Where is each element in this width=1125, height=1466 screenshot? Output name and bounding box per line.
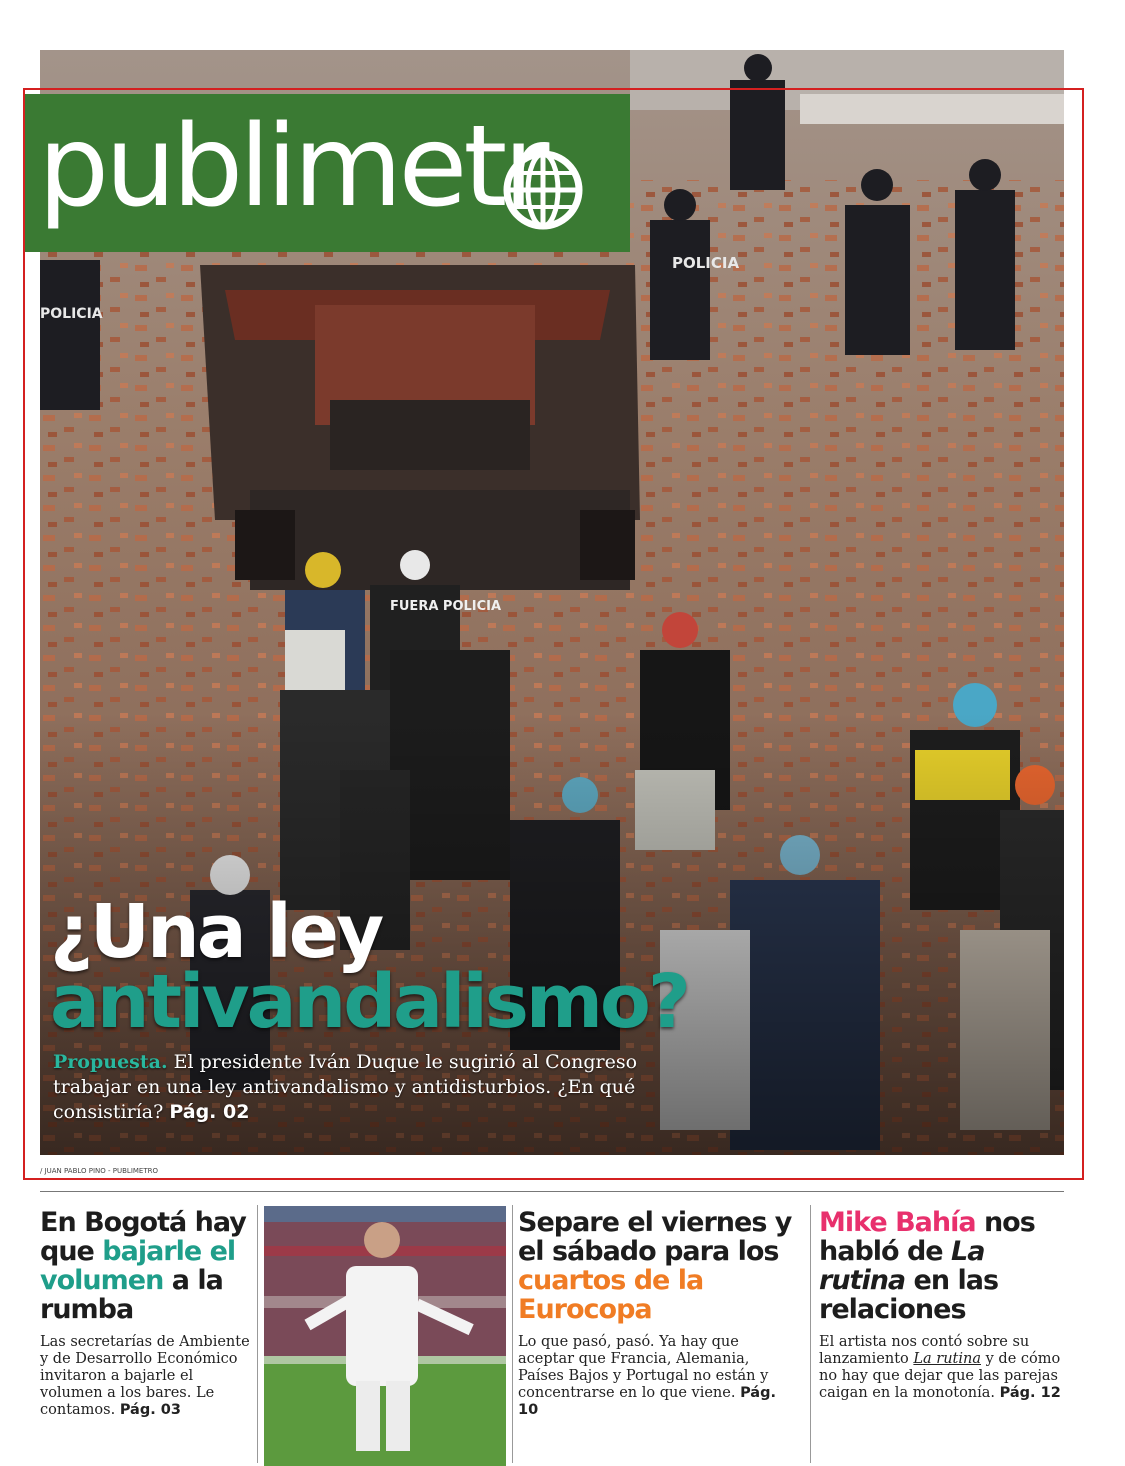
story-headline (518, 1208, 798, 1324)
story-text: Lo que pasó, pasó. Ya hay que aceptar que Francia, Alemania, Países Bajos y Portugal no están y concentrarse en lo que viene. (518, 1334, 769, 1401)
cover-page-ref: Pág. 02 (169, 1101, 250, 1123)
story-text: y de cómo no hay que dejar que las parejas caigan en la monotonía. (819, 1351, 1061, 1401)
column-divider (810, 1205, 811, 1463)
cover-deck-text: El presidente Iván Duque le sugirió al Congreso trabajar en una ley antivandalismo y antidisturbios. ¿En qué consistiría? (53, 1051, 638, 1123)
story-eurocopa[interactable] (518, 1208, 798, 1419)
story-page-ref: Pág. 10 (518, 1385, 776, 1418)
cover-headline-line1: ¿Una ley (50, 889, 382, 975)
cover-kicker: Propuesta. (53, 1051, 168, 1073)
story-headline (40, 1208, 255, 1324)
publimetro-logo: publimetr (38, 102, 546, 232)
headline-italic: La rutina (819, 1236, 985, 1296)
story-headline (819, 1208, 1069, 1324)
column-divider (257, 1205, 258, 1463)
song-title: La rutina (913, 1351, 981, 1367)
cover-deck (53, 1050, 673, 1125)
globe-icon (502, 149, 584, 231)
masthead (24, 94, 630, 252)
column-divider (512, 1205, 513, 1463)
headline-highlight: cuartos de la Eurocopa (518, 1265, 704, 1325)
story-body (40, 1334, 255, 1419)
headline-highlight: bajarle el volumen (40, 1236, 236, 1296)
story-body (819, 1334, 1069, 1402)
cover-headline-line2: antivandalismo? (50, 959, 688, 1045)
headline-part: En Bogotá hay que (40, 1207, 246, 1267)
headline-part: a la rumba (40, 1265, 223, 1325)
story-bogota[interactable] (40, 1208, 255, 1419)
story-text: El artista nos contó sobre su lanzamiento (819, 1334, 1030, 1367)
story-mike-bahia[interactable] (819, 1208, 1069, 1402)
story-page-ref: Pág. 03 (119, 1402, 181, 1418)
football-photo (264, 1206, 506, 1466)
headline-part: en las relaciones (819, 1265, 999, 1325)
photo-credit: / JUAN PABLO PINO - PUBLIMETRO (40, 1167, 159, 1175)
headline-part: Separe el viernes y el sábado para los (518, 1207, 792, 1267)
story-text: Las secretarías de Ambiente y de Desarrollo Económico invitaron a bajarle el volumen a los bares. Le contamos. (40, 1334, 250, 1418)
headline-highlight: Mike Bahía (819, 1207, 976, 1238)
headline-part: nos habló de (819, 1207, 1035, 1267)
divider (40, 1191, 1064, 1192)
story-body (518, 1334, 798, 1419)
story-page-ref: Pág. 12 (999, 1385, 1061, 1401)
